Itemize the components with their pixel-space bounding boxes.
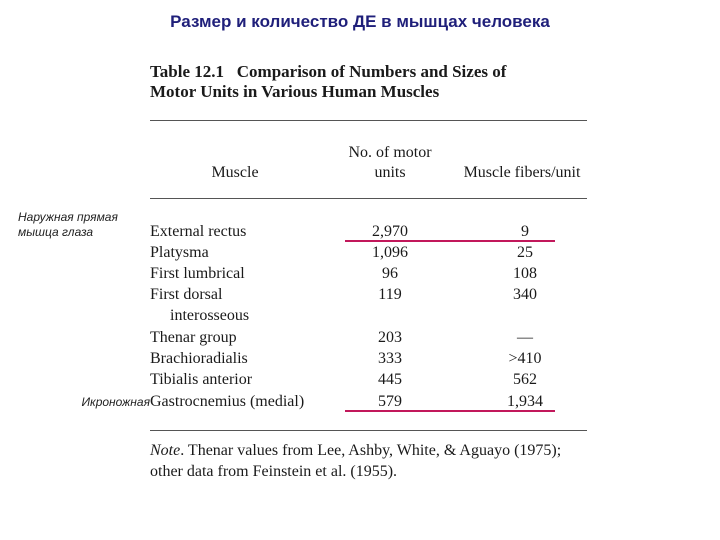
cell-muscle: First lumbrical bbox=[150, 265, 245, 282]
cell-fibers: 25 bbox=[517, 244, 533, 261]
cell-fibers: >410 bbox=[508, 350, 542, 367]
cell-units: 119 bbox=[378, 286, 402, 303]
cell-units: 579 bbox=[378, 393, 402, 410]
cell-muscle: interosseous bbox=[170, 307, 250, 324]
table-row bbox=[0, 348, 720, 369]
highlight-line-calf-muscle bbox=[345, 410, 555, 412]
cell-muscle: External rectus bbox=[150, 223, 247, 240]
slide-title: Размер и количество ДЕ в мышцах человека bbox=[170, 12, 550, 31]
cell-units: 96 bbox=[382, 265, 398, 282]
header-units bbox=[330, 143, 450, 183]
header-units-line-2: units bbox=[374, 164, 406, 181]
table-caption-line-1: Table 12.1 Comparison of Numbers and Sizes of bbox=[150, 62, 507, 81]
table-caption bbox=[150, 62, 506, 102]
cell-muscle: Tibialis anterior bbox=[150, 371, 253, 388]
table-row bbox=[0, 263, 720, 284]
cell-units: 333 bbox=[378, 350, 402, 367]
cell-units: 1,096 bbox=[372, 244, 408, 261]
cell-fibers: — bbox=[517, 329, 533, 346]
table-row bbox=[0, 242, 720, 263]
header-fibers: Muscle fibers/unit bbox=[463, 164, 581, 181]
bottom-rule bbox=[150, 430, 587, 431]
side-label-calf-muscle: Икроножная bbox=[81, 395, 150, 409]
table-note bbox=[150, 440, 590, 482]
header-muscle: Muscle bbox=[211, 164, 259, 181]
cell-units: 203 bbox=[378, 329, 402, 346]
table-caption-line-2: Motor Units in Various Human Muscles bbox=[150, 82, 440, 101]
cell-fibers: 1,934 bbox=[507, 393, 543, 410]
cell-muscle: Gastrocnemius (medial) bbox=[150, 393, 305, 410]
cell-units: 2,970 bbox=[372, 223, 408, 240]
note-label: Note bbox=[150, 442, 181, 459]
header-rule bbox=[150, 198, 587, 199]
highlight-line-eye-muscle bbox=[345, 240, 555, 242]
table-row bbox=[0, 305, 720, 326]
note-text: . Thenar values from Lee, Ashby, White, & Aguayo (1975); other data from Feinstein et al. (1955). bbox=[150, 442, 562, 480]
cell-fibers: 340 bbox=[513, 286, 537, 303]
cell-muscle: Platysma bbox=[150, 244, 209, 261]
table-row bbox=[0, 327, 720, 348]
top-rule bbox=[150, 120, 587, 121]
table-row bbox=[0, 284, 720, 305]
header-units-line-1: No. of motor bbox=[348, 144, 432, 161]
side-label-eye-muscle: Наружная прямая мышца глаза bbox=[18, 210, 118, 239]
cell-muscle: Thenar group bbox=[150, 329, 237, 346]
cell-muscle: Brachioradialis bbox=[150, 350, 248, 367]
cell-muscle: First dorsal bbox=[150, 286, 223, 303]
cell-fibers: 562 bbox=[513, 371, 537, 388]
cell-fibers: 108 bbox=[513, 265, 537, 282]
cell-units: 445 bbox=[378, 371, 402, 388]
table-row bbox=[0, 369, 720, 390]
cell-fibers: 9 bbox=[521, 223, 529, 240]
